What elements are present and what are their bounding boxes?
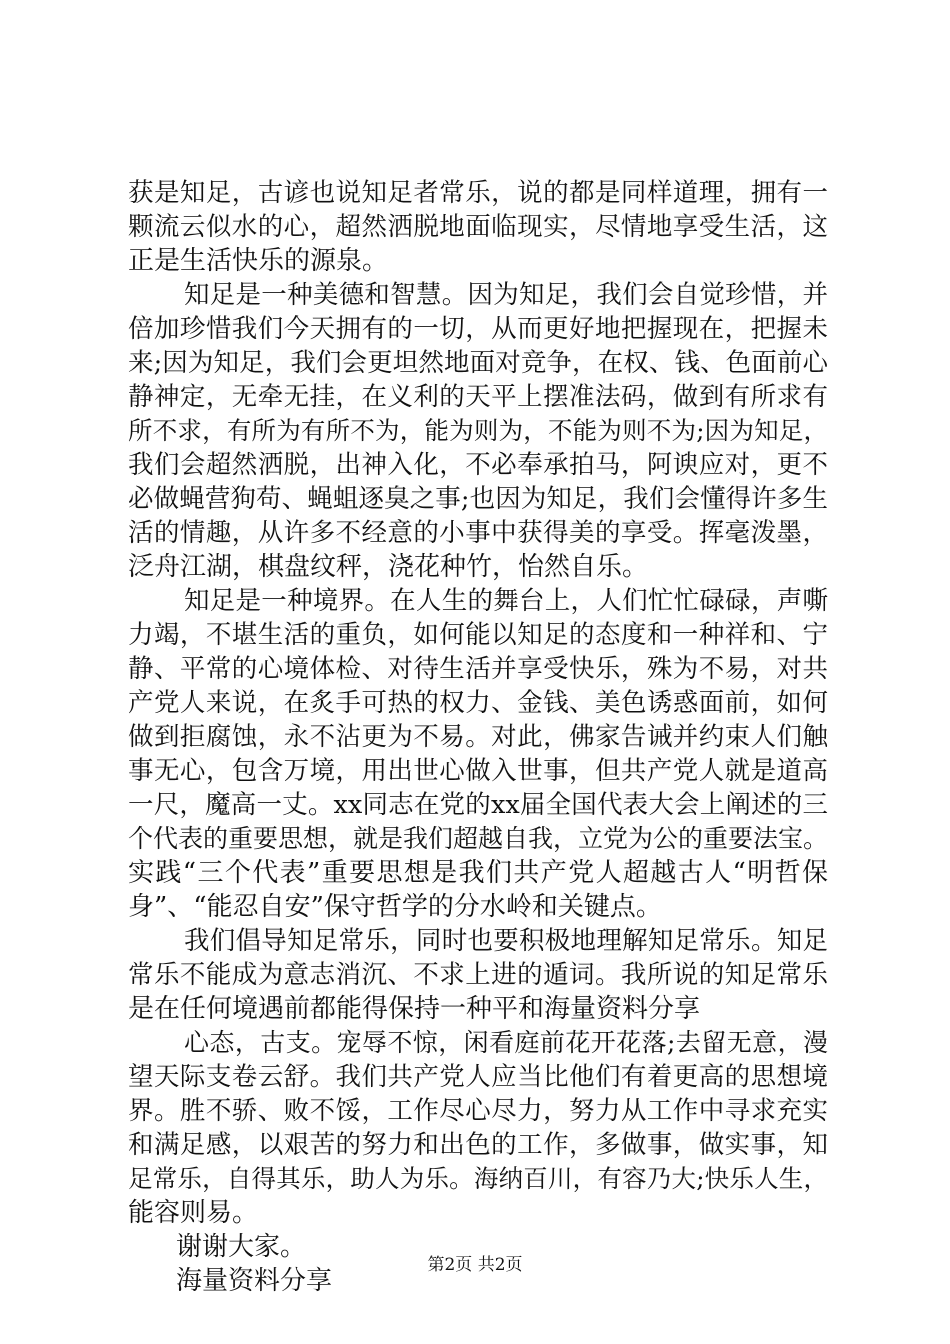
text-line: 泛舟江湖，棋盘纹秤，浇花种竹，怡然自乐。 — [128, 552, 649, 582]
text-line: 来;因为知足，我们会更坦然地面对竞争，在权、钱、色面前心 — [128, 348, 828, 378]
text-line: 足常乐，自得其乐，助人为乐。海纳百川，有容乃大;快乐人生， — [128, 1164, 828, 1193]
text-line: 获是知足，古谚也说知足者常乐，说的都是同样道理，拥有一 — [128, 178, 828, 208]
text-line: 所不求，有所为有所不为，能为则为，不能为则不为;因为知足， — [128, 416, 828, 445]
text-line: 知足是一种美德和智慧。因为知足，我们会自觉珍惜，并 — [184, 280, 828, 310]
text-line: 产党人来说，在炙手可热的权力、金钱、美色诱惑面前，如何 — [128, 688, 828, 718]
text-line: 实践“三个代表”重要思想是我们共产党人超越古人“明哲保 — [128, 858, 828, 888]
text-line: 力竭，不堪生活的重负，如何能以知足的态度和一种祥和、宁 — [128, 620, 828, 650]
text-line: 正是生活快乐的源泉。 — [128, 246, 389, 276]
text-line: 我们倡导知足常乐，同时也要积极地理解知足常乐。知足 — [184, 926, 828, 956]
text-line: 和满足感，以艰苦的努力和出色的工作，多做事，做实事，知 — [128, 1130, 828, 1160]
text-line: 必做蝇营狗苟、蝇蛆逐臭之事;也因为知足，我们会懂得许多生 — [128, 484, 828, 514]
text-line: 常乐不能成为意志消沉、不求上进的遁词。我所说的知足常乐 — [128, 960, 828, 990]
text-line: 谢谢大家。 — [176, 1232, 307, 1262]
text-line: 静、平常的心境体检、对待生活并享受快乐，殊为不易，对共 — [128, 654, 828, 684]
text-line: 颗流云似水的心，超然洒脱地面临现实，尽情地享受生活，这 — [128, 212, 828, 242]
text-line: 能容则易。 — [128, 1198, 259, 1228]
text-line: 我们会超然洒脱，出神入化，不必奉承拍马，阿谀应对，更不 — [128, 450, 828, 480]
text-line: 界。胜不骄、败不馁，工作尽心尽力，努力从工作中寻求充实 — [128, 1096, 828, 1126]
text-line: 做到拒腐蚀，永不沾更为不易。对此，佛家告诫并约束人们触 — [128, 722, 828, 752]
document-body — [128, 176, 828, 1298]
text-line: 静神定，无牵无挂，在义利的天平上摆准法码，做到有所求有 — [128, 382, 828, 412]
text-line: 事无心，包含万境，用出世心做入世事，但共产党人就是道高 — [128, 756, 828, 786]
text-line: 活的情趣，从许多不经意的小事中获得美的享受。挥毫泼墨， — [128, 518, 828, 548]
text-line: 一尺，魔高一丈。xx同志在党的xx届全国代表大会上阐述的三 — [128, 790, 828, 820]
text-line: 个代表的重要思想，就是我们超越自我，立党为公的重要法宝。 — [128, 824, 829, 853]
text-line: 心态，古支。宠辱不惊，闲看庭前花开花落;去留无意，漫 — [184, 1028, 828, 1057]
text-line: 海量资料分享 — [176, 1266, 333, 1296]
text-line: 倍加珍惜我们今天拥有的一切，从而更好地把握现在，把握未 — [128, 314, 828, 344]
text-line: 身”、“能忍自安”保守哲学的分水岭和关键点。 — [128, 892, 662, 922]
text-line: 望天际支卷云舒。我们共产党人应当比他们有着更高的思想境 — [128, 1062, 828, 1092]
text-line: 是在任何境遇前都能得保持一种平和海量资料分享 — [128, 994, 701, 1024]
text-line: 知足是一种境界。在人生的舞台上，人们忙忙碌碌，声嘶 — [184, 586, 828, 616]
page-footer: 第2页 共2页 — [427, 1255, 523, 1275]
